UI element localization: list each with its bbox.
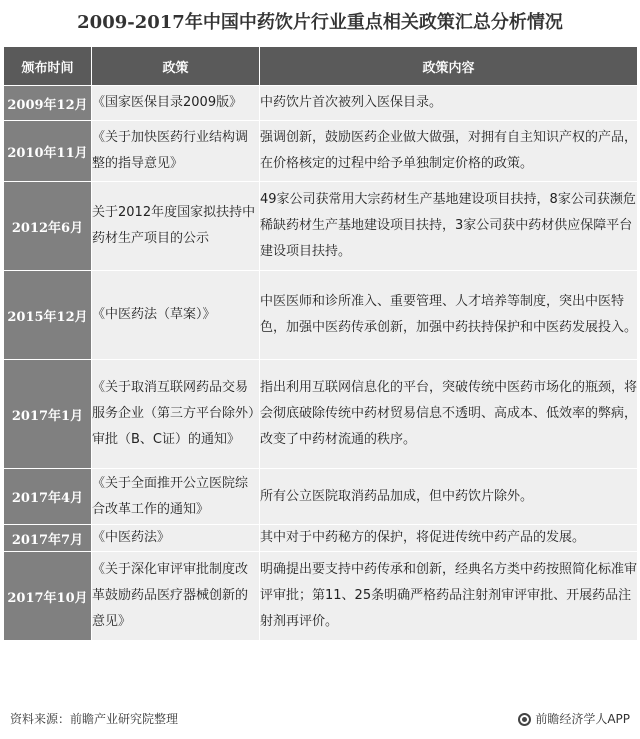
table-header-row [4, 47, 638, 86]
header-time: 颁布时间 [4, 47, 92, 86]
row-policy: 《国家医保目录2009版》 [92, 86, 260, 121]
row-content: 中医医师和诊所准入、重要管理、人才培养等制度，突出中医特色，加强中医药传承创新，加强中药扶持保护和中医药发展投入。 [260, 271, 638, 360]
row-time: 2017年10月 [4, 552, 92, 641]
table-row [4, 121, 638, 182]
row-policy: 《关于全面推开公立医院综合改革工作的通知》 [92, 469, 260, 525]
table-row [4, 182, 638, 271]
row-policy: 《中医药法（草案）》 [92, 271, 260, 360]
brand-label: 前瞻经济学人APP [535, 712, 630, 726]
row-policy: 《关于深化审评审批制度改革鼓励药品医疗器械创新的意见》 [92, 552, 260, 641]
row-content: 明确提出要支持中药传承和创新，经典名方类中药按照简化标准审评审批；第11、25条明确严格药品注射剂审评审批、开展药品注射剂再评价。 [260, 552, 638, 641]
row-policy: 《中医药法》 [92, 525, 260, 552]
table-row [4, 86, 638, 121]
brand-logo-icon [518, 713, 531, 726]
row-content: 其中对于中药秘方的保护，将促进传统中药产品的发展。 [260, 525, 638, 552]
row-policy: 《关于加快医药行业结构调整的指导意见》 [92, 121, 260, 182]
row-content: 强调创新，鼓励医药企业做大做强，对拥有自主知识产权的产品，在价格核定的过程中给予单独制定价格的政策。 [260, 121, 638, 182]
row-time: 2017年7月 [4, 525, 92, 552]
row-policy: 《关于取消互联网药品交易服务企业（第三方平台除外）审批（B、C证）的通知》 [92, 360, 260, 469]
page-title: 2009-2017年中国中药饮片行业重点相关政策汇总分析情况 [77, 12, 563, 33]
table-row [4, 271, 638, 360]
row-time: 2010年11月 [4, 121, 92, 182]
table-row [4, 469, 638, 525]
row-time: 2009年12月 [4, 86, 92, 121]
row-content: 指出利用互联网信息化的平台，突破传统中医药市场化的瓶颈，将会彻底破除传统中药材贸易信息不透明、高成本、低效率的弊病，改变了中药材流通的秩序。 [260, 360, 638, 469]
row-time: 2012年6月 [4, 182, 92, 271]
brand-credit [518, 707, 630, 731]
row-content: 中药饮片首次被列入医保目录。 [260, 86, 638, 121]
row-time: 2017年1月 [4, 360, 92, 469]
table-row [4, 552, 638, 641]
header-policy: 政策 [92, 47, 260, 86]
table-row [4, 360, 638, 469]
source-note: 资料来源：前瞻产业研究院整理 [10, 712, 179, 726]
policy-table [3, 46, 638, 641]
row-time: 2017年4月 [4, 469, 92, 525]
footer [10, 707, 630, 731]
table-row [4, 525, 638, 552]
row-time: 2015年12月 [4, 271, 92, 360]
header-content: 政策内容 [260, 47, 638, 86]
row-policy: 关于2012年度国家拟扶持中药材生产项目的公示 [92, 182, 260, 271]
row-content: 所有公立医院取消药品加成，但中药饮片除外。 [260, 469, 638, 525]
row-content: 49家公司获常用大宗药材生产基地建设项目扶持，8家公司获濒危稀缺药材生产基地建设项目扶持，3家公司获中药材供应保障平台建设项目扶持。 [260, 182, 638, 271]
